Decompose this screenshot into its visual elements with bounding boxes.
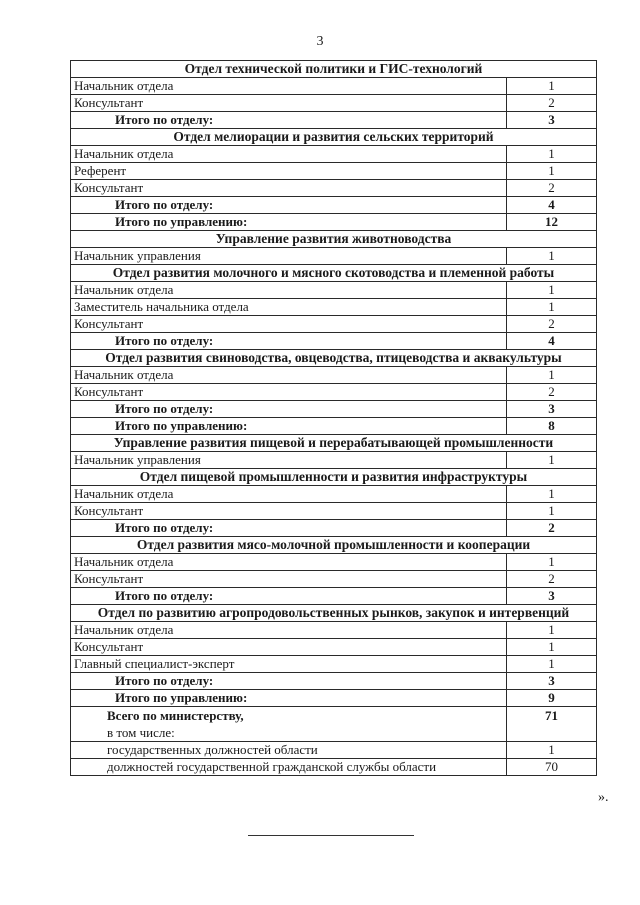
position-name: Начальник отдела [71, 486, 507, 503]
breakdown-row [71, 759, 597, 776]
ministry-total-count: 71 [507, 707, 597, 742]
total-row [71, 214, 597, 231]
section-header-row [71, 537, 597, 554]
total-count: 4 [507, 197, 597, 214]
table-row [71, 622, 597, 639]
position-count: 1 [507, 639, 597, 656]
breakdown-label: должностей государственной гражданской службы области [71, 759, 507, 776]
table-row [71, 316, 597, 333]
position-count: 1 [507, 656, 597, 673]
section-header-row [71, 61, 597, 78]
total-label: Итого по управлению: [71, 214, 507, 231]
position-name: Главный специалист-эксперт [71, 656, 507, 673]
position-count: 1 [507, 367, 597, 384]
total-row [71, 112, 597, 129]
total-row [71, 197, 597, 214]
table-row [71, 503, 597, 520]
total-count: 12 [507, 214, 597, 231]
ministry-total-label-cell [71, 707, 507, 742]
total-label: Итого по отделу: [71, 673, 507, 690]
position-name: Заместитель начальника отдела [71, 299, 507, 316]
ministry-total-label: Всего по министерству, [107, 708, 244, 723]
table-row [71, 163, 597, 180]
position-count: 2 [507, 384, 597, 401]
position-count: 2 [507, 95, 597, 112]
total-row [71, 520, 597, 537]
position-name: Референт [71, 163, 507, 180]
position-name: Начальник отдела [71, 622, 507, 639]
total-row [71, 690, 597, 707]
section-title: Управление развития пищевой и перерабатывающей промышленности [71, 435, 597, 452]
total-row [71, 418, 597, 435]
position-count: 1 [507, 486, 597, 503]
total-row [71, 401, 597, 418]
separator-line [248, 835, 414, 836]
total-label: Итого по отделу: [71, 333, 507, 350]
breakdown-label: государственных должностей области [71, 742, 507, 759]
section-header-row [71, 129, 597, 146]
page-number: 3 [316, 34, 324, 49]
section-title: Отдел мелиорации и развития сельских территорий [71, 129, 597, 146]
section-header-row [71, 469, 597, 486]
position-count: 2 [507, 316, 597, 333]
section-title: Отдел развития мясо-молочной промышленности и кооперации [71, 537, 597, 554]
table-row [71, 452, 597, 469]
position-count: 1 [507, 78, 597, 95]
position-count: 2 [507, 571, 597, 588]
position-name: Начальник управления [71, 452, 507, 469]
total-label: Итого по отделу: [71, 520, 507, 537]
total-count: 3 [507, 401, 597, 418]
total-label: Итого по отделу: [71, 401, 507, 418]
position-count: 1 [507, 299, 597, 316]
total-row [71, 333, 597, 350]
table-row [71, 486, 597, 503]
position-name: Консультант [71, 571, 507, 588]
section-header-row [71, 350, 597, 367]
table-row [71, 78, 597, 95]
total-count: 9 [507, 690, 597, 707]
closing-quote: ». [598, 790, 609, 805]
ministry-total-sublabel: в том числе: [107, 725, 175, 740]
breakdown-count: 1 [507, 742, 597, 759]
position-name: Консультант [71, 95, 507, 112]
section-title: Отдел развития молочного и мясного скотоводства и племенной работы [71, 265, 597, 282]
table-row [71, 282, 597, 299]
total-row [71, 673, 597, 690]
position-count: 1 [507, 503, 597, 520]
table-row [71, 656, 597, 673]
position-count: 1 [507, 282, 597, 299]
position-name: Консультант [71, 639, 507, 656]
section-header-row [71, 231, 597, 248]
position-count: 1 [507, 622, 597, 639]
section-title: Отдел по развитию агропродовольственных рынков, закупок и интервенций [71, 605, 597, 622]
breakdown-row [71, 742, 597, 759]
section-title: Отдел технической политики и ГИС-технологий [71, 61, 597, 78]
table-row [71, 367, 597, 384]
position-name: Консультант [71, 180, 507, 197]
section-title: Отдел развития свиноводства, овцеводства, птицеводства и аквакультуры [71, 350, 597, 367]
section-header-row [71, 605, 597, 622]
total-label: Итого по отделу: [71, 588, 507, 605]
position-count: 1 [507, 248, 597, 265]
table-row [71, 554, 597, 571]
table-row [71, 639, 597, 656]
table-row [71, 180, 597, 197]
table-row [71, 146, 597, 163]
total-count: 2 [507, 520, 597, 537]
total-label: Итого по управлению: [71, 418, 507, 435]
total-label: Итого по отделу: [71, 197, 507, 214]
section-title: Отдел пищевой промышленности и развития инфраструктуры [71, 469, 597, 486]
position-name: Начальник отдела [71, 367, 507, 384]
total-count: 3 [507, 588, 597, 605]
position-name: Начальник отдела [71, 554, 507, 571]
breakdown-count: 70 [507, 759, 597, 776]
ministry-total-row [71, 707, 597, 742]
section-header-row [71, 265, 597, 282]
position-count: 1 [507, 452, 597, 469]
total-label: Итого по управлению: [71, 690, 507, 707]
position-count: 1 [507, 163, 597, 180]
position-name: Начальник отдела [71, 146, 507, 163]
table-row [71, 384, 597, 401]
position-name: Начальник управления [71, 248, 507, 265]
staff-table-body [71, 61, 597, 776]
total-count: 4 [507, 333, 597, 350]
total-count: 8 [507, 418, 597, 435]
position-count: 1 [507, 554, 597, 571]
total-label: Итого по отделу: [71, 112, 507, 129]
position-name: Начальник отдела [71, 282, 507, 299]
position-name: Консультант [71, 316, 507, 333]
position-name: Консультант [71, 503, 507, 520]
position-count: 2 [507, 180, 597, 197]
section-title: Управление развития животноводства [71, 231, 597, 248]
total-count: 3 [507, 112, 597, 129]
table-row [71, 571, 597, 588]
staff-table [70, 60, 597, 776]
table-row [71, 299, 597, 316]
position-count: 1 [507, 146, 597, 163]
total-row [71, 588, 597, 605]
table-row [71, 95, 597, 112]
section-header-row [71, 435, 597, 452]
position-name: Консультант [71, 384, 507, 401]
table-row [71, 248, 597, 265]
position-name: Начальник отдела [71, 78, 507, 95]
total-count: 3 [507, 673, 597, 690]
